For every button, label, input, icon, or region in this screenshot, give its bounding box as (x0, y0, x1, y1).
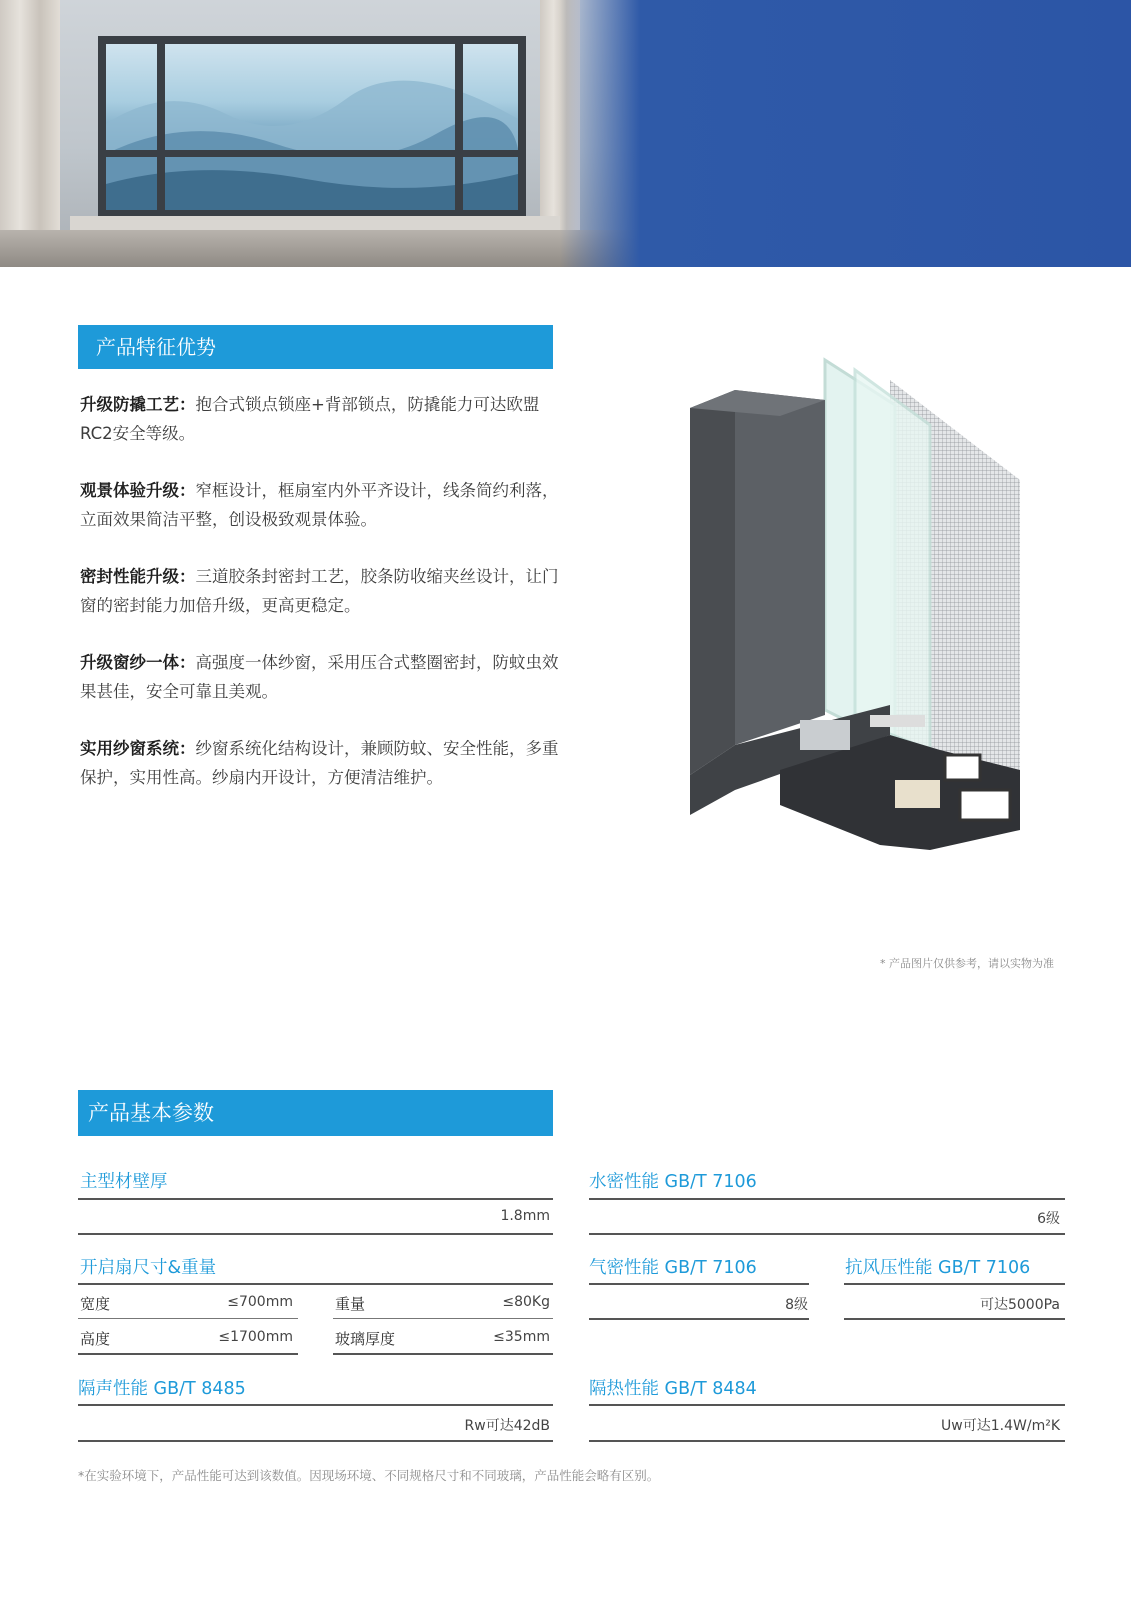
air-tightness-title: 气密性能 GB/T 7106 (589, 1258, 757, 1278)
divider (333, 1318, 553, 1319)
sash-width-label: 宽度 (80, 1295, 111, 1313)
sash-height-label: 高度 (80, 1330, 111, 1348)
feature-text: 抱合式锁点锁座+背部锁点，防撬能力可达欧盟RC2安全等级。 (80, 395, 540, 443)
blue-panel (560, 0, 1131, 267)
divider (589, 1440, 1065, 1442)
divider (78, 1283, 553, 1285)
params-footnote: *在实验环境下，产品性能可达到该数值。因现场环境、不同规格尺寸和不同玻璃，产品性能会略有区别。 (78, 1468, 660, 1483)
divider (589, 1318, 809, 1320)
window-sill (70, 216, 560, 230)
feature-name: 升级防撬工艺： (80, 395, 196, 414)
divider (78, 1233, 553, 1235)
feature-name: 观景体验升级： (80, 481, 196, 500)
floor-furniture (0, 230, 640, 267)
feature-name: 升级窗纱一体： (80, 653, 196, 672)
feature-text: 高强度一体纱窗，采用压合式整圈密封，防蚊虫效果甚佳，安全可靠且美观。 (80, 653, 559, 701)
features-header (78, 325, 553, 369)
window-transom (106, 150, 518, 157)
sound-insulation-title: 隔声性能 GB/T 8485 (78, 1379, 246, 1399)
heat-insulation-title: 隔热性能 GB/T 8484 (589, 1379, 757, 1399)
divider (78, 1404, 553, 1406)
window-profile-image (690, 350, 1050, 870)
sound-insulation-value: Rw可达42dB (464, 1418, 550, 1434)
sash-title: 开启扇尺寸&重量 (80, 1258, 217, 1278)
water-tightness-value: 6级 (1037, 1211, 1060, 1227)
feature-item (80, 562, 560, 620)
glass-thickness-label: 玻璃厚度 (335, 1330, 396, 1348)
divider (844, 1283, 1065, 1285)
wind-pressure-title: 抗风压性能 GB/T 7106 (845, 1258, 1031, 1278)
feature-name: 实用纱窗系统： (80, 739, 196, 758)
window-mullion (157, 44, 165, 210)
divider (589, 1404, 1065, 1406)
divider (78, 1318, 298, 1319)
sash-weight-label: 重量 (335, 1295, 366, 1313)
window-mullion (455, 44, 463, 210)
feature-list (80, 390, 560, 820)
wind-pressure-value: 可达5000Pa (979, 1297, 1060, 1313)
features-title: 产品特征优势 (96, 335, 216, 359)
water-tightness-title: 水密性能 GB/T 7106 (589, 1172, 757, 1192)
feature-name: 密封性能升级： (80, 567, 196, 586)
sash-width-value: ≤700mm (227, 1294, 293, 1310)
params-header (78, 1090, 553, 1136)
divider (78, 1198, 553, 1200)
feature-text: 纱窗系统化结构设计，兼顾防蚊、安全性能，多重保护，实用性高。纱扇内开设计，方便清洁维护。 (80, 739, 559, 787)
heat-insulation-value: Uw可达1.4W/m²K (941, 1418, 1060, 1434)
sash-weight-value: ≤80Kg (502, 1294, 550, 1310)
air-tightness-value: 8级 (785, 1297, 808, 1313)
image-disclaimer: * 产品图片仅供参考，请以实物为准 (880, 957, 1054, 970)
feature-item (80, 648, 560, 706)
divider (844, 1318, 1065, 1320)
divider (78, 1353, 298, 1355)
feature-item (80, 476, 560, 534)
feature-item (80, 390, 560, 448)
feature-text: 窄框设计，框扇室内外平齐设计，线条简约利落，立面效果简洁平整，创设极致观景体验。 (80, 481, 559, 529)
params-title: 产品基本参数 (88, 1101, 214, 1125)
curtain-left (0, 0, 60, 267)
header-banner (0, 0, 1131, 267)
divider (333, 1353, 553, 1355)
glass-thickness-value: ≤35mm (493, 1329, 550, 1345)
divider (78, 1440, 553, 1442)
wall-thickness-value: 1.8mm (500, 1208, 550, 1224)
feature-text: 三道胶条封密封工艺，胶条防收缩夹丝设计，让门窗的密封能力加倍升级，更高更稳定。 (80, 567, 559, 615)
wall-thickness-title: 主型材壁厚 (80, 1172, 168, 1192)
divider (589, 1233, 1065, 1235)
feature-item (80, 734, 560, 792)
divider (589, 1283, 809, 1285)
sash-height-value: ≤1700mm (218, 1329, 293, 1345)
divider (589, 1198, 1065, 1200)
